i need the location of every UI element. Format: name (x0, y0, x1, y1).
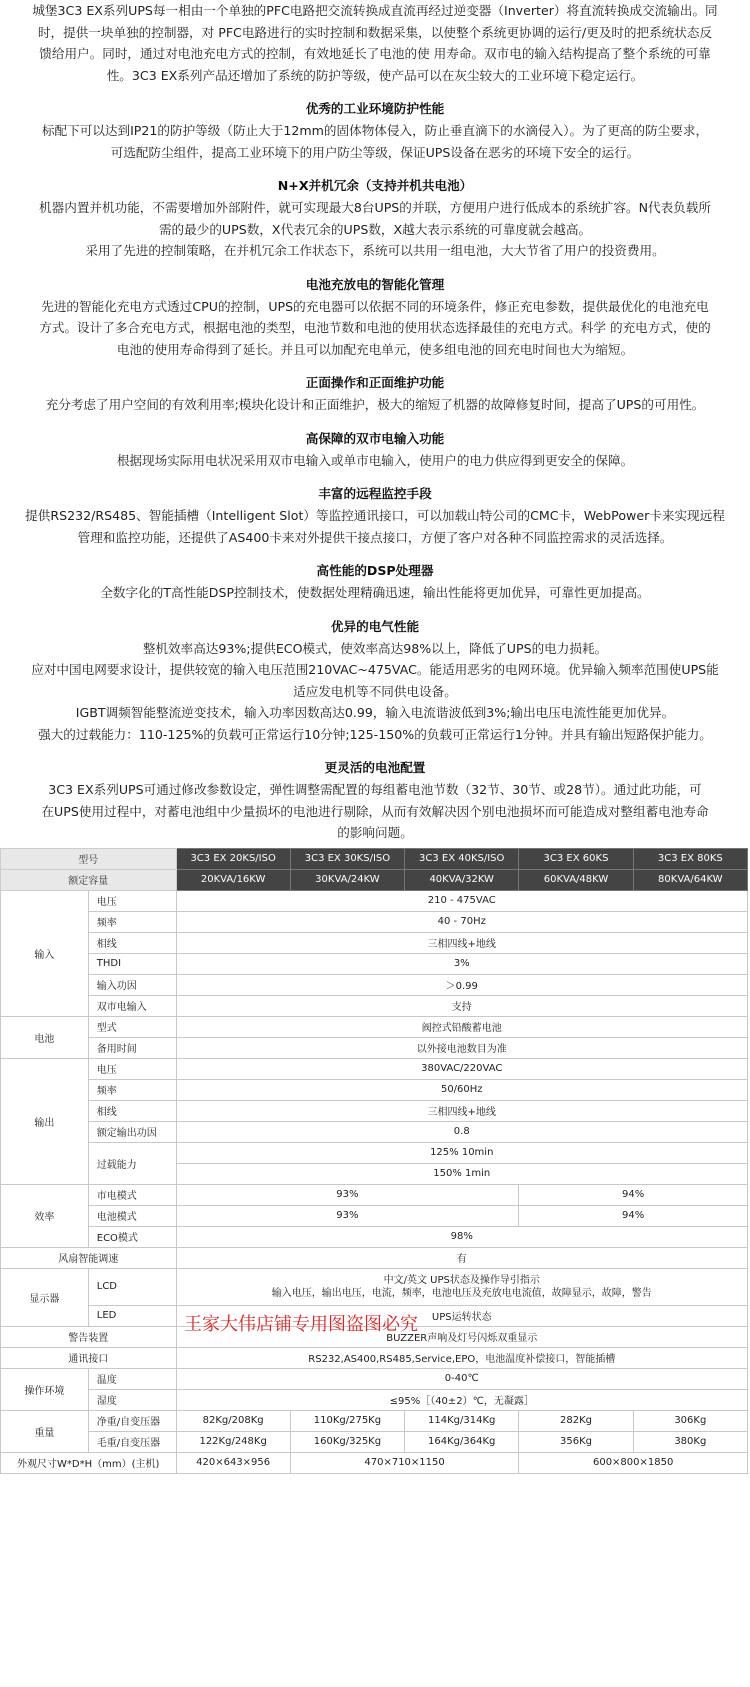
category-label: 输入 (1, 890, 89, 1016)
category-label: 重量 (1, 1410, 89, 1452)
param-label: 风扇智能调速 (1, 1247, 177, 1268)
section-title: 电池充放电的智能化管理 (305, 276, 445, 292)
section-text: 根据现场实际用电状况采用双市电输入或单市电输入，使用户的电力供应得到更安全的保障。 (116, 452, 634, 468)
param-value: 有 (176, 1247, 748, 1268)
feature-section (0, 428, 750, 472)
table-row (1, 1410, 748, 1431)
param-label: 湿度 (88, 1389, 176, 1410)
feature-section (0, 175, 750, 262)
table-row (1, 1389, 748, 1410)
table-row (1, 1247, 748, 1268)
param-value: 114Kg/314Kg (405, 1410, 519, 1431)
feature-section (0, 98, 750, 163)
category-label: 显示器 (1, 1268, 89, 1326)
table-row (1, 1142, 748, 1163)
section-text: 整机效率高达93%;提供ECO模式，使效率高达98%以上，降低了UPS的电力损耗。 (142, 640, 608, 656)
model-name: 3C3 EX 80KS (633, 848, 747, 869)
intro-line: 城堡3C3 EX系列UPS每一相由一个单独的PFC电路把交流转换成直流再经过逆变器（Inverter）将直流转换成交流输出。同 (32, 3, 718, 18)
feature-section (0, 560, 750, 604)
section-text: 全数字化的T高性能DSP控制技术，使数据处理精确迅速，输出性能将更加优异，可靠性更加提高。 (100, 585, 650, 600)
spec-table (0, 848, 748, 1474)
param-label: 过载能力 (88, 1142, 176, 1184)
table-row (1, 995, 748, 1016)
capacity-value: 60KVA/48KW (519, 869, 633, 890)
param-value: 306Kg (633, 1410, 747, 1431)
capacity-header: 额定容量 (1, 869, 177, 890)
section-title: 优异的电气性能 (330, 618, 420, 634)
param-value: RS232,AS400,RS485,Service,EPO，电池温度补偿接口，智能插槽 (176, 1347, 748, 1368)
param-label: 电压 (88, 1058, 176, 1079)
intro-block (0, 0, 750, 86)
param-value: 94% (519, 1184, 748, 1205)
param-value: 125% 10min (176, 1142, 748, 1163)
param-label: LCD (88, 1268, 176, 1305)
table-row (1, 1100, 748, 1121)
feature-section (0, 616, 750, 746)
param-label: 外观尺寸W*D*H（mm）(主机) (1, 1452, 177, 1473)
param-value: 82Kg/208Kg (176, 1410, 290, 1431)
table-row (1, 848, 748, 869)
section-text: 需的最少的UPS数，X代表冗余的UPS数，X越大表示系统的可靠度就会越高。 (158, 221, 592, 237)
feature-section (0, 372, 750, 416)
section-text: 先进的智能化充电方式透过CPU的控制，UPS的充电器可以依据不同的环境条件，修正充电参数，提供最优化的电池充电 (41, 298, 709, 314)
watermark-text: 王家大伟店铺专用图盗图必究 (184, 1314, 418, 1335)
table-row (1, 1184, 748, 1205)
param-label: 双市电输入 (88, 995, 176, 1016)
model-name: 3C3 EX 40KS/ISO (405, 848, 519, 869)
param-value: BUZZER声响及灯号闪烁双重显示 (176, 1326, 748, 1347)
table-row (1, 1347, 748, 1368)
feature-section (0, 483, 750, 548)
table-row (1, 869, 748, 890)
table-row (1, 1205, 748, 1226)
section-text: 3C3 EX系列UPS可通过修改参数设定，弹性调整需配置的每组蓄电池节数（32节、30节、或28节）。通过此功能，可 (48, 782, 702, 797)
param-label: 额定输出功因 (88, 1121, 176, 1142)
model-name: 3C3 EX 30KS/ISO (290, 848, 404, 869)
capacity-value: 40KVA/32KW (405, 869, 519, 890)
param-value: 93% (176, 1205, 519, 1226)
section-text: 机器内置并机功能，不需要增加外部附件，就可实现最大8台UPS的并联，方便用户进行低成本的系统扩容。N代表负载所 (39, 200, 711, 215)
table-row (1, 1268, 748, 1305)
section-title: 高保障的双市电输入功能 (305, 430, 445, 446)
table-row (1, 911, 748, 932)
param-value: 50/60Hz (176, 1079, 748, 1100)
param-value: 支持 (176, 995, 748, 1016)
param-value: 3% (176, 953, 748, 974)
section-text: 充分考虑了用户空间的有效利用率;模块化设计和正面维护，极大的缩短了机器的故障修复时间，提高了UPS的可用性。 (45, 397, 705, 412)
param-value: 三相四线+地线 (176, 1100, 748, 1121)
param-value: 282Kg (519, 1410, 633, 1431)
table-row (1, 1016, 748, 1037)
param-label: 型式 (88, 1016, 176, 1037)
capacity-value: 80KVA/64KW (633, 869, 747, 890)
param-label: 电池模式 (88, 1205, 176, 1226)
section-text: IGBT调频智能整流逆变技术，输入功率因数高达0.99，输入电流谐波低到3%;输出电压电流性能更加优异。 (75, 705, 675, 720)
category-label: 操作环境 (1, 1368, 89, 1410)
param-value: 420×643×956 (176, 1452, 290, 1473)
category-label: 效率 (1, 1184, 89, 1247)
table-row (1, 1431, 748, 1452)
param-label: 频率 (88, 1079, 176, 1100)
param-value: 164Kg/364Kg (405, 1431, 519, 1452)
section-text: 提供RS232/RS485、智能插槽（Intelligent Slot）等监控通讯接口，可以加载山特公司的CMC卡，WebPower卡来实现远程 (25, 508, 725, 523)
section-text: 可选配防尘组件，提高工业环境下的用户防尘等级，保证UPS设备在恶劣的环境下安全的运行。 (110, 144, 640, 160)
intro-line: 时，提供一块单独的控制器，对 PFC电路进行的实时控制和数据采集，以使整个系统更协调的运行/更及时的把系统状态反 (37, 24, 713, 40)
section-title: 丰富的远程监控手段 (318, 486, 432, 501)
param-value: 380Kg (633, 1431, 747, 1452)
table-row (1, 1226, 748, 1247)
lcd-line: 输入电压，输出电压，电流，频率，电池电压及充放电电流值，故障显示，故障，警告 (271, 1287, 652, 1299)
capacity-value: 20KVA/16KW (176, 869, 290, 890)
param-value: UPS运转状态 (176, 1305, 748, 1326)
param-label: 备用时间 (88, 1037, 176, 1058)
section-text: 在UPS使用过程中，对蓄电池组中少量损坏的电池进行剔除，从而有效解决因个别电池损坏而可能造成对整组蓄电池寿命 (41, 803, 709, 819)
param-value: ≤95%［（40±2）℃，无凝露］ (176, 1389, 748, 1410)
section-text: 管理和监控功能，还提供了AS400卡来对外提供干接点接口，方便了客户对各种不同监控需求的灵活选择。 (77, 529, 673, 545)
param-value: ＞0.99 (176, 974, 748, 995)
param-label: 频率 (88, 911, 176, 932)
feature-section (0, 274, 750, 361)
param-label: LED (88, 1305, 176, 1326)
param-value: 210 - 475VAC (176, 890, 748, 911)
param-label: ECO模式 (88, 1226, 176, 1247)
section-text: 标配下可以达到IP21的防护等级（防止大于12mm的固体物体侵入，防止垂直滴下的水滴侵入）。为了更高的防尘要求， (41, 123, 709, 138)
model-name: 3C3 EX 20KS/ISO (176, 848, 290, 869)
section-title: 高性能的DSP处理器 (316, 563, 434, 578)
param-value: 356Kg (519, 1431, 633, 1452)
category-label: 输出 (1, 1058, 89, 1184)
param-label: 净重/自变压器 (88, 1410, 176, 1431)
param-label: 相线 (88, 1100, 176, 1121)
lcd-line: 中文/英文 UPS状态及操作导引指示 (383, 1274, 540, 1286)
param-label: 毛重/自变压器 (88, 1431, 176, 1452)
param-label: 市电模式 (88, 1184, 176, 1205)
param-value: 以外接电池数目为准 (176, 1037, 748, 1058)
table-row (1, 1037, 748, 1058)
table-row (1, 953, 748, 974)
param-value: 40 - 70Hz (176, 911, 748, 932)
param-value: 122Kg/248Kg (176, 1431, 290, 1452)
category-label: 电池 (1, 1016, 89, 1058)
param-value: 0-40℃ (176, 1368, 748, 1389)
param-label: THDI (88, 953, 176, 974)
table-row (1, 1079, 748, 1100)
section-text: 电池的使用寿命得到了延长。并且可以加配充电单元，使多组电池的回充电时间也大为缩短。 (116, 341, 634, 357)
table-row (1, 1058, 748, 1079)
param-value: 380VAC/220VAC (176, 1058, 748, 1079)
param-value: 94% (519, 1205, 748, 1226)
section-text: 采用了先进的控制策略，在并机冗余工作状态下，系统可以共用一组电池，大大节省了用户的投资费用。 (85, 243, 665, 258)
param-label: 通讯接口 (1, 1347, 177, 1368)
section-title: 正面操作和正面维护功能 (305, 375, 445, 390)
section-text: 应对中国电网要求设计，提供较宽的输入电压范围210VAC~475VAC。能适用恶劣的电网环境。优异输入频率范围使UPS能 (31, 662, 719, 677)
param-value: 110Kg/275Kg (290, 1410, 404, 1431)
param-value: 600×800×1850 (519, 1452, 748, 1473)
section-text: 适应发电机等不同供电设备。 (293, 683, 457, 699)
section-title: 优秀的工业环境防护性能 (305, 101, 445, 116)
param-label: 相线 (88, 932, 176, 953)
table-row (1, 1368, 748, 1389)
param-value: 0.8 (176, 1121, 748, 1142)
param-value: 160Kg/325Kg (290, 1431, 404, 1452)
feature-section (0, 757, 750, 844)
intro-line: 性。3C3 EX系列产品还增加了系统的防护等级，使产品可以在灰尘较大的工业环境下稳定运行。 (106, 67, 644, 83)
model-header: 型号 (1, 848, 177, 869)
section-text: 方式。设计了多合充电方式，根据电池的类型，电池节数和电池的使用状态选择最佳的充电方式。科学 的充电方式，使的 (39, 320, 711, 335)
section-title: 更灵活的电池配置 (324, 760, 426, 775)
table-row (1, 1121, 748, 1142)
param-label: 电压 (88, 890, 176, 911)
intro-line: 馈给用户。同时，通过对电池充电方式的控制，有效地延长了电池的使 用寿命。双市电的输入结构提高了整个系统的可靠 (39, 46, 711, 61)
param-value: 98% (176, 1226, 748, 1247)
section-text: 强大的过载能力：110-125%的负载可正常运行10分钟;125-150%的负载可正常运行1分钟。并具有输出短路保护能力。 (38, 726, 712, 742)
param-value (176, 1268, 748, 1305)
param-label: 温度 (88, 1368, 176, 1389)
model-name: 3C3 EX 60KS (519, 848, 633, 869)
table-row (1, 974, 748, 995)
param-value: 阀控式铅酸蓄电池 (176, 1016, 748, 1037)
param-value: 150% 1min (176, 1163, 748, 1184)
param-value: 470×710×1150 (290, 1452, 519, 1473)
feature-sections (0, 98, 750, 844)
param-value: 三相四线+地线 (176, 932, 748, 953)
table-row (1, 890, 748, 911)
param-label: 输入功因 (88, 974, 176, 995)
capacity-value: 30KVA/24KW (290, 869, 404, 890)
section-title: N+X并机冗余（支持并机共电池） (277, 178, 473, 193)
section-text: 的影响问题。 (337, 825, 413, 840)
table-row (1, 932, 748, 953)
param-label: 警告装置 (1, 1326, 177, 1347)
param-value: 93% (176, 1184, 519, 1205)
table-row (1, 1452, 748, 1473)
